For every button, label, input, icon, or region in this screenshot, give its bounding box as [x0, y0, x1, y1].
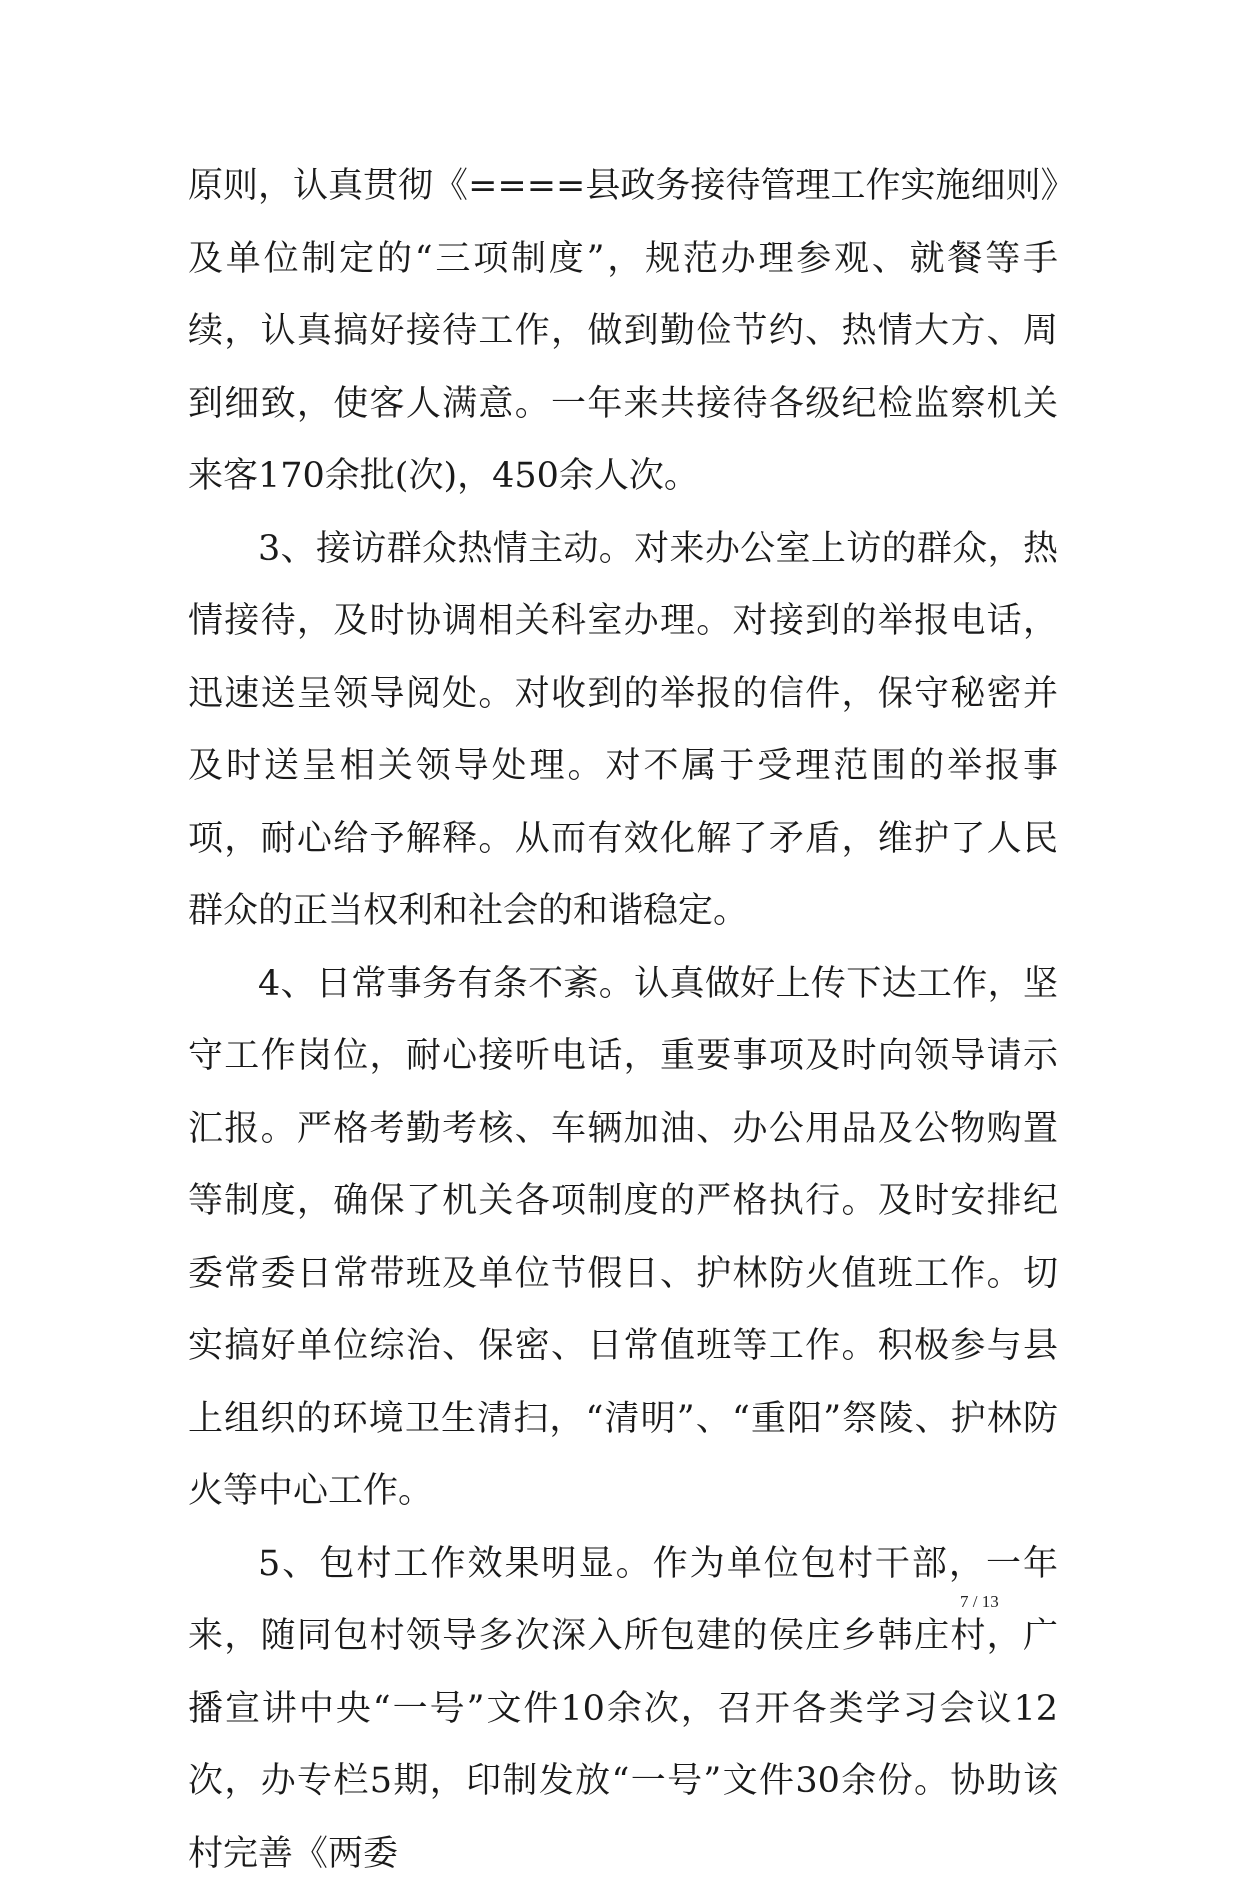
document-body: [188, 150, 1058, 1890]
page-number: 7 / 13: [960, 1592, 1040, 1612]
paragraph-item-5: 5、包村工作效果明显。作为单位包村干部，一年来，随同包村领导多次深入所包建的侯庄乡韩庄村，广播宣讲中央“一号”文件10余次，召开各类学习会议12次，办专栏5期，印制发放“一号”文件30余份。协助该村完善《两委: [188, 1528, 1058, 1890]
paragraph-item-4: 4、日常事务有条不紊。认真做好上传下达工作，坚守工作岗位，耐心接听电话，重要事项及时向领导请示汇报。严格考勤考核、车辆加油、办公用品及公物购置等制度，确保了机关各项制度的严格执行。及时安排纪委常委日常带班及单位节假日、护林防火值班工作。切实搞好单位综治、保密、日常值班等工作。积极参与县上组织的环境卫生清扫，“清明”、“重阳”祭陵、护林防火等中心工作。: [188, 948, 1058, 1528]
paragraph-continued: 原则，认真贯彻《====县政务接待管理工作实施细则》及单位制定的“三项制度”，规范办理参观、就餐等手续，认真搞好接待工作，做到勤俭节约、热情大方、周到细致，使客人满意。一年来共接待各级纪检监察机关来客170余批(次)，450余人次。: [188, 150, 1058, 513]
paragraph-item-3: 3、接访群众热情主动。对来办公室上访的群众，热情接待，及时协调相关科室办理。对接到的举报电话，迅速送呈领导阅处。对收到的举报的信件，保守秘密并及时送呈相关领导处理。对不属于受理范围的举报事项，耐心给予解释。从而有效化解了矛盾，维护了人民群众的正当权利和社会的和谐稳定。: [188, 513, 1058, 948]
